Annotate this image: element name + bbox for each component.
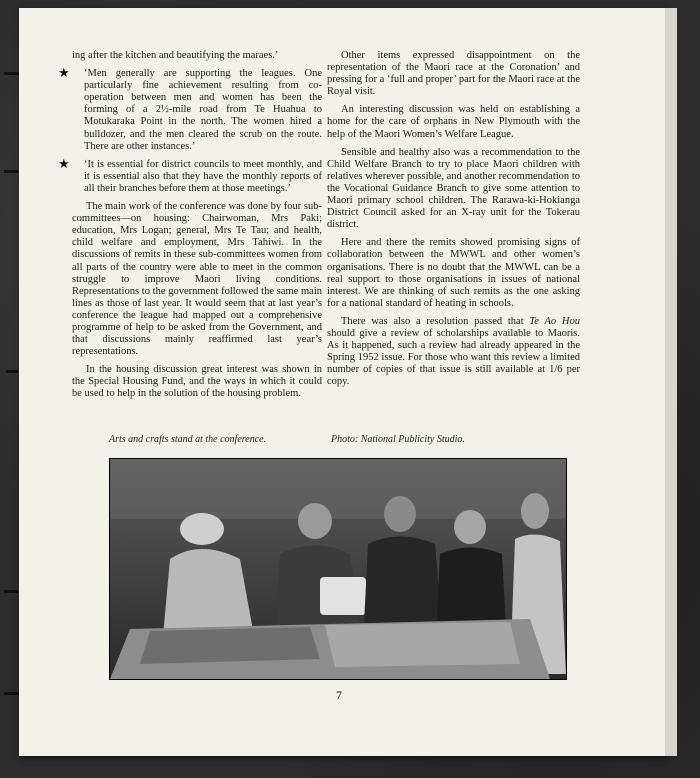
binding-mark <box>4 170 18 173</box>
text-run: should give a review of scholarships available to Maoris. As it happened, such a review had already appeared in the Spring 1952 issue. For those who want this review a limited number of copies of that issue is still available at 1/6 per copy. <box>327 327 580 388</box>
paragraph: Other items expressed disappointment on the representation of the Maori race at the Coronation’ and pressing for a ‘full and proper’ part for the Maori race at the Royal visit. <box>327 50 580 98</box>
conference-photo <box>109 458 567 680</box>
paragraph: Sensible and healthy also was a recommendation to the Child Welfare Branch to try to place Maori children with relatives wherever possible, and another recommendation to the Vocational Guidance Branch to give some attention to Maori primary school children. The Rarawa-ki-Hokianga District Council asked for an X-ray unit for the Tokerau district. <box>327 146 580 231</box>
quote-paragraph <box>58 65 322 153</box>
paragraph: In the housing discussion great interest was shown in the Special Housing Fund, and the ways in which it could be used to help in the solution of the housing problem. <box>72 364 322 400</box>
binding-mark <box>6 370 18 373</box>
paragraph: The main work of the conference was done by four sub-committees—on housing: Chairwoman, Mrs Paki; education, Mrs Logan; general, Mrs Te Tau; and health, child welfare and employment, Mrs Tahiwi. In the discussions of remits in these sub-committees women from all parts of the country were able to meet in the common struggle to improve Maori living conditions. Representations to the government followed the same main lines as those of last year. It would seem that at last year’s conference the league had mapped out a comprehensive programme of help to be asked from the Government, and that discussions mainly reaffirmed last year’s representations. <box>72 201 322 358</box>
document-page <box>19 8 665 756</box>
quote-paragraph <box>58 155 322 195</box>
text-run: There was also a resolution passed that <box>341 315 530 327</box>
photo-caption: Arts and crafts stand at the conference. <box>109 434 267 445</box>
paragraph: Here and there the remits showed promising signs of collaboration between the MWWL and other women’s organisations. There is no doubt that the MWWL can be a real support to those organisations in issues of national interest. We are thinking of such remits as the one asking for a national standard of heating in schools. <box>327 237 580 309</box>
paragraph: ing after the kitchen and beautifying the maraes.’ <box>72 50 279 61</box>
binding-mark <box>4 72 20 75</box>
star-icon: ★ <box>58 155 70 171</box>
quote-text: ‘It is essential for district councils to meet monthly, and it is essential also that they have the monthly reports of all their branches before them at those meetings.’ <box>84 158 322 194</box>
page-number: 7 <box>336 688 342 702</box>
right-column <box>327 50 580 394</box>
binding-mark <box>4 692 20 695</box>
star-icon: ★ <box>58 65 70 81</box>
page-edge <box>665 8 677 756</box>
quote-text: ‘Men generally are supporting the leagues. One particularly fine achievement resulting from co-operation between men and women has been the forming of a 2½-mile road from Te Huahua to Motukaraka Point in the north. The women hired a bulldozer, and the men cleared the scrub on the route. There are other instances.’ <box>84 68 322 152</box>
binding-mark <box>4 590 18 593</box>
publication-title: Te Ao Hou <box>529 315 581 327</box>
paragraph <box>327 316 580 389</box>
paragraph: An interesting discussion was held on establishing a home for the care of orphans in New Plymouth with the help of the Maori Women’s Welfare League. <box>327 104 580 140</box>
left-column <box>58 50 322 407</box>
photo-credit: Photo: National Publicity Studio. <box>331 434 465 445</box>
